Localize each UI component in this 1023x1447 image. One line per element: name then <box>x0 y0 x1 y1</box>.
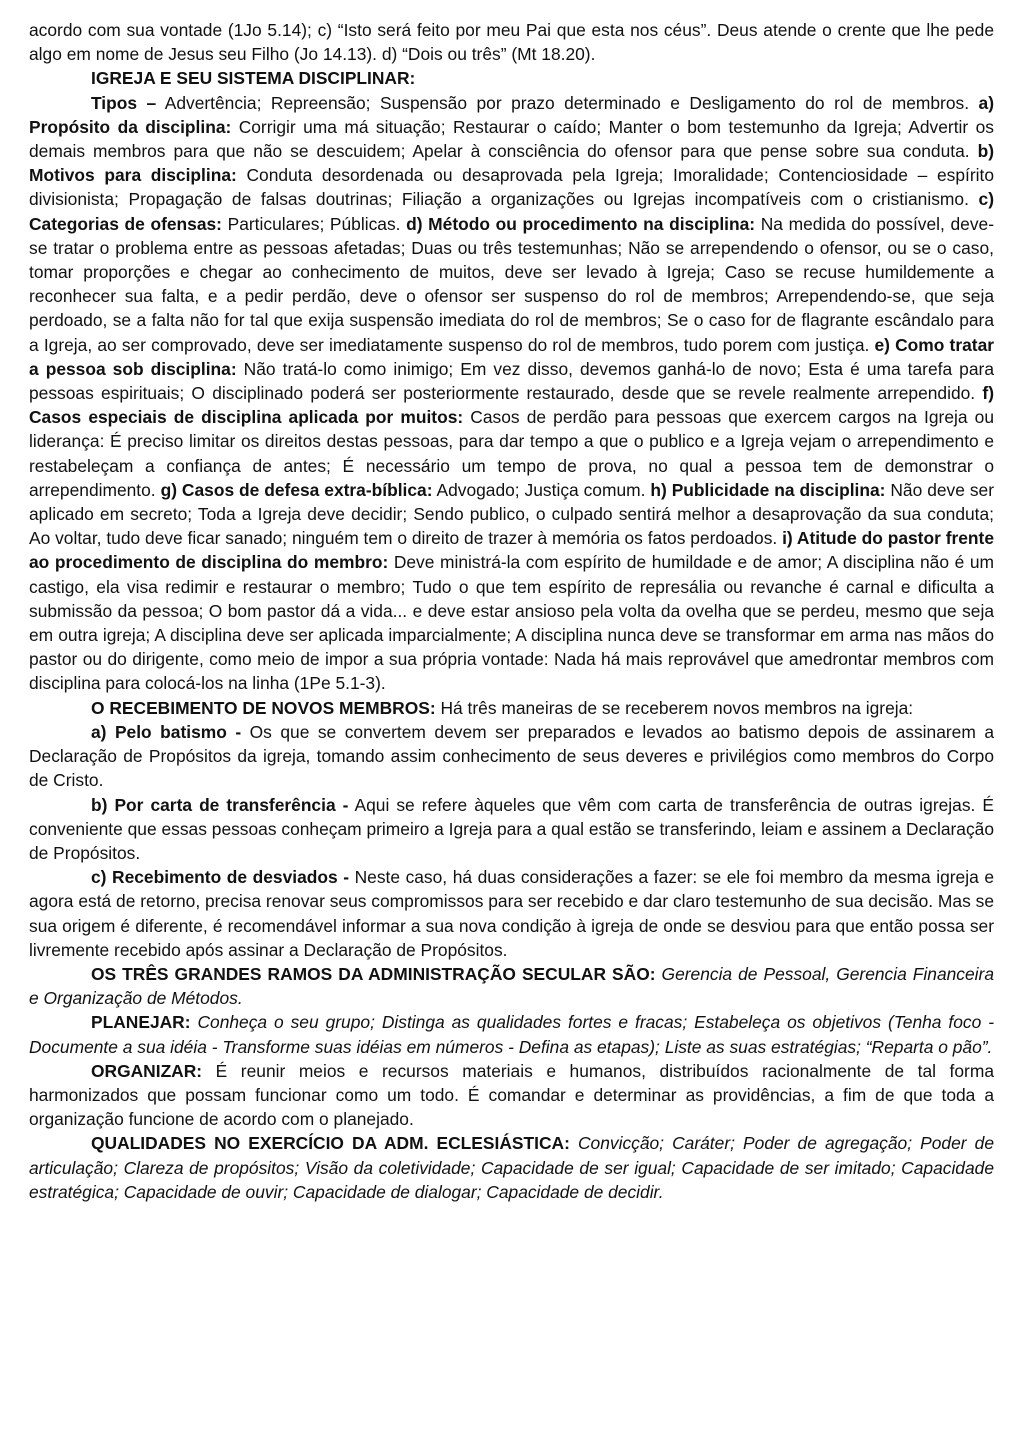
paragraph-desviados <box>29 865 994 962</box>
bold-term: c) Recebimento de desviados - <box>91 867 350 888</box>
body-text: Neste caso, há duas considerações a fazer: se ele foi membro da mesma igreja e agora está de retorno, precisa renovar seus compromissos para ser recebido e dar claro testemunho de sua decisão. Mas se sua origem é diferente, é recomendável informar a sua nova condição à igreja de onde se desviou para que então possa ser livremente recebido após assinar a Declaração de Propósitos. <box>29 867 994 960</box>
body-text: Corrigir uma má situação; Restaurar o caído; Manter o bom testemunho da Igreja; Advertir os demais membros para que não se descuidem; Apelar à consciência do ofensor para que pense sobre sua conduta. <box>29 116 994 162</box>
bold-term: QUALIDADES NO EXERCÍCIO DA ADM. ECLESIÁSTICA: <box>91 1133 570 1154</box>
paragraph-novos-membros <box>29 696 994 720</box>
body-text: Advogado; Justiça comum. <box>432 479 651 500</box>
body-text: Casos de perdão para pessoas que exercem cargos na Igreja ou liderança: É preciso limitar os direitos destas pessoas, para dar tempo a que o publico e a Igreja vejam o arrependimento e restabeleçam a confiança de antes; É necessário um tempo de prova, no qual a pessoa tem de demonstrar o arrependimento. <box>29 407 994 500</box>
section-heading-disciplina <box>29 66 994 90</box>
bold-term: f) Casos especiais de disciplina aplicada por muitos: <box>29 383 994 428</box>
body-text: Na medida do possível, deve-se tratar o problema entre as pessoas afetadas; Duas ou três testemunhas; Não se arrependendo o ofensor, ou se o caso, tomar proporções e chegar ao conhecimento de muitos, deve ser levado à Igreja; Caso se recuse humildemente a reconhecer sua falta, e a pedir perdão, deve o ofensor ser suspenso do rol de membros; Arrependendo-se, que seja perdoado, se a falta não for tal que exija suspensão imediata do rol de membros; Se o caso for de flagrante escândalo para a Igreja, ao ser comprovado, deve ser imediatamente suspenso do rol de membros, tudo porem com justiça. <box>29 213 995 355</box>
italic-text: Conheça o seu grupo; Distinga as qualidades fortes e fracas; Estabeleça os objetivos (Tenha foco - Documente a sua idéia - Transforme suas idéias em números - Defina as etapas); Liste as suas estratégias; “Reparta o pão”. <box>29 1012 994 1057</box>
body-text: acordo com sua vontade (1Jo 5.14); c) “Isto será feito por meu Pai que esta nos céus”. Deus atende o crente que lhe pede algo em nome de Jesus seu Filho (Jo 14.13). d) “Dois ou três” (Mt 18.20). <box>29 20 994 65</box>
body-text: Os que se convertem devem ser preparados e levados ao batismo depois de assinarem a Declaração de Propósitos da igreja, tomando assim conhecimento de seus deveres e privilégios como membros do Corpo de Cristo. <box>29 721 994 791</box>
italic-text: Gerencia de Pessoal, Gerencia Financeira e Organização de Métodos. <box>29 963 994 1009</box>
body-text: Aqui se refere àqueles que vêm com carta de transferência de outras igrejas. É conveniente que essas pessoas conheçam primeiro a Igreja para a qual estão se transferindo, leiam e assinem a Declaração de Propósitos. <box>29 794 994 863</box>
bold-term: h) Publicidade na disciplina: <box>650 479 886 500</box>
paragraph-carta-transferencia <box>29 793 994 866</box>
paragraph-continuation <box>29 18 994 66</box>
body-text: Deve ministrá-la com espírito de humildade e de amor; A disciplina não é um castigo, ela visa redimir e restaurar o membro; Tudo o que tem espírito de represália ou revanche é carnal e dificulta a submissão da pessoa; O bom pastor dá a vida... e deve estar ansioso pela volta da ovelha que se perdeu, mesmo que seja em outra igreja; A disciplina deve ser aplicada imparcialmente; A disciplina nunca deve se transformar em arma nas mãos do pastor ou do dirigente, como meio de impor a sua própria vontade: Nada há mais reprovável que amedrontar membros com disciplina para colocá-los na linha (1Pe 5.1-3). <box>29 552 994 694</box>
bold-term: g) Casos de defesa extra-bíblica: <box>160 479 433 500</box>
paragraph-administracao-secular <box>29 962 994 1010</box>
bold-term: e) Como tratar a pessoa sob disciplina: <box>29 334 995 379</box>
paragraph-batismo <box>29 720 994 793</box>
body-text: Advertência; Repreensão; Suspensão por prazo determinado e Desligamento do rol de membros. <box>156 92 979 113</box>
bold-term: Tipos – <box>91 92 157 113</box>
body-text: Há três maneiras de se receberem novos membros na igreja: <box>435 697 914 718</box>
paragraph-organizar <box>29 1059 994 1132</box>
body-text: Conduta desordenada ou desaprovada pela Igreja; Imoralidade; Contenciosidade – espírito divisionista; Propagação de falsas doutrinas; Filiação a organizações ou Igrejas incompatíveis com o cristianismo. <box>29 165 994 210</box>
bold-term: a) Pelo batismo - <box>91 721 242 742</box>
bold-term: a) Propósito da disciplina: <box>29 92 994 137</box>
bold-term: O RECEBIMENTO DE NOVOS MEMBROS: <box>91 697 436 718</box>
bold-term: PLANEJAR: <box>91 1012 191 1033</box>
bold-term: d) Método ou procedimento na disciplina: <box>406 213 756 234</box>
heading-text: IGREJA E SEU SISTEMA DISCIPLINAR: <box>91 68 416 89</box>
paragraph-qualidades <box>29 1131 994 1204</box>
bold-term: ORGANIZAR: <box>91 1060 203 1081</box>
paragraph-disciplina <box>29 91 994 696</box>
paragraph-planejar <box>29 1010 994 1058</box>
body-text: Particulares; Públicas. <box>221 213 407 234</box>
bold-term: c) Categorias de ofensas: <box>29 189 994 234</box>
bold-term: OS TRÊS GRANDES RAMOS DA ADMINISTRAÇÃO SECULAR SÃO: <box>91 963 656 984</box>
body-text: É reunir meios e recursos materiais e humanos, distribuídos racionalmente de tal forma harmonizados que possam funcionar como um todo. É comandar e determinar as providências, a fim de que toda a organização funcione de acordo com o planejado. <box>29 1060 994 1130</box>
italic-text: Convicção; Caráter; Poder de agregação; Poder de articulação; Clareza de propósitos; Visão da coletividade; Capacidade de ser igual; Capacidade de ser imitado; Capacidade estratégica; Capacidade de ouvir; Capacidade de dialogar; Capacidade de decidir. <box>29 1133 994 1202</box>
bold-term: i) Atitude do pastor frente ao procedimento de disciplina do membro: <box>29 528 995 573</box>
bold-term: b) Motivos para disciplina: <box>29 141 994 186</box>
body-text: Não deve ser aplicado em secreto; Toda a Igreja deve decidir; Sendo publico, o culpado sentirá melhor a desaprovação da sua conduta; Ao voltar, tudo deve ficar sanado; ninguém tem o direito de trazer à memória os fatos perdoados. <box>29 479 994 549</box>
body-text: Não tratá-lo como inimigo; Em vez disso, devemos ganhá-lo de novo; Esta é uma tarefa para pessoas espirituais; O disciplinado poderá ser posteriormente restaurado, desde que se revele realmente arrependido. <box>29 358 994 404</box>
bold-term: b) Por carta de transferência - <box>91 794 349 815</box>
